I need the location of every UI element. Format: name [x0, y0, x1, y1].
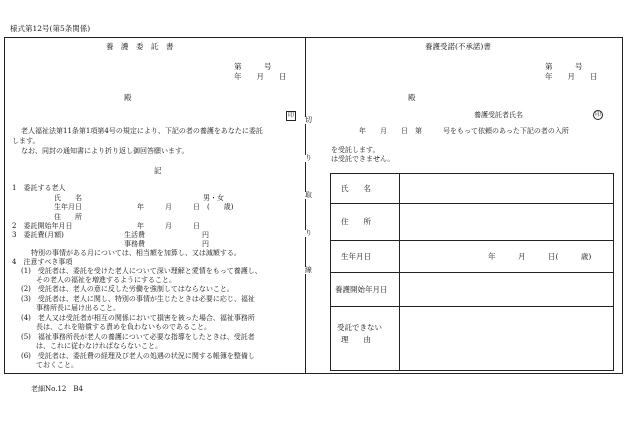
- name-label: 氏 名: [54, 194, 82, 202]
- admin-cost-label: 事務費: [124, 240, 145, 248]
- row-label-name: 氏 名: [341, 184, 371, 193]
- note-5a: (5) 福祉事務所長が老人の養護について必要な指導をしたときは、受託者: [21, 333, 255, 341]
- left-doc-number: 第 号: [234, 62, 272, 71]
- left-addressee-suffix: 殿: [124, 93, 132, 102]
- row-label-address: 住 所: [341, 217, 371, 226]
- admin-cost-unit: 円: [202, 240, 209, 248]
- note-6a: (6) 受託者は、委託費の経理及び老人の処遇の状況に関する帳簿を整備し: [21, 352, 255, 360]
- cut-line-char-4: り: [305, 229, 312, 237]
- table-row: [331, 174, 614, 204]
- note-3a: (3) 受託者は、老人に関し、特別の事情が生じたときは必要に応じ、福祉: [21, 295, 255, 303]
- row-value-name[interactable]: [400, 174, 614, 204]
- footer-code: 老細No.12 B4: [31, 385, 83, 393]
- row-label-reason-top: 受託できない: [337, 323, 382, 332]
- right-title: 養護受諾(不承諾)書: [425, 42, 491, 51]
- item2-label: 2 委託開始年月日: [12, 222, 73, 230]
- item1-label: 1 委託する老人: [12, 184, 66, 192]
- left-seal-text: 印: [287, 112, 294, 119]
- table-row: [331, 307, 614, 371]
- item3-label: 3 委託費(月額): [12, 231, 64, 239]
- left-seal-mark: [286, 111, 296, 121]
- gender-options: 男・女: [203, 194, 224, 202]
- note-2: (2) 受託者は、老人の意に反した労働を強制してはならないこと。: [21, 285, 234, 293]
- cost-note: 特別の事情がある月については、相当額を加算し、又は減額する。: [31, 249, 241, 257]
- note-4b: 長は、これを賠償する責めを負わないものであること。: [36, 323, 211, 331]
- right-date: 年 月 日: [545, 72, 598, 81]
- address-label: 住 所: [54, 213, 82, 221]
- note-1b: その老人の福祉を増進するようにすること。: [36, 276, 176, 284]
- cut-line-divider: [305, 37, 306, 374]
- right-body-line1: 年 月 日 第 号をもって依頼のあった下記の者の入所: [359, 127, 569, 135]
- left-body-line2: します。: [12, 137, 40, 145]
- right-body-line2: を受託します。: [331, 146, 380, 154]
- table-row: [331, 273, 614, 307]
- acceptance-table: [330, 173, 614, 371]
- table-row: [331, 204, 614, 241]
- right-seal-mark: [593, 110, 603, 120]
- birth-value: 年 月 日 ( 歳): [137, 203, 234, 211]
- row-value-birth: 年 月 日( 歳): [488, 252, 592, 261]
- row-value-reason[interactable]: [400, 307, 614, 371]
- cut-line-char-2: り: [305, 154, 312, 162]
- living-cost-unit: 円: [202, 231, 209, 239]
- right-body-line3: は受託できません。: [331, 155, 395, 163]
- note-6b: ておくこと。: [36, 361, 78, 369]
- note-1a: (1) 受託者は、委託を受けた老人について深い理解と愛情をもって養護し、: [21, 267, 262, 275]
- note-4a: (4) 老人又は受託者が相互の関係において損害を被った場合、福祉事務所: [21, 314, 255, 322]
- form-number: 様式第12号(第5条関係): [10, 24, 91, 33]
- note-5b: は、これに従わなければならないこと。: [36, 342, 162, 350]
- row-label-start-date: 養護開始年月日: [335, 285, 388, 294]
- table-row: [331, 241, 614, 273]
- left-title: 養 護 委 託 書: [106, 42, 174, 51]
- left-ki: 記: [154, 166, 162, 175]
- row-label-birth: 生年月日: [341, 252, 371, 261]
- left-date: 年 月 日: [234, 72, 287, 81]
- cut-line-char-5: 線: [305, 266, 312, 274]
- item2-value: 年 月 日: [137, 222, 200, 230]
- note-3b: 事務所長に届け出ること。: [36, 304, 120, 312]
- left-body-line1: 老人福祉法第11条第1項第4号の規定により、下記の者の養護をあなたに委託: [21, 127, 263, 135]
- item4-label: 4 注意すべき事項: [12, 258, 73, 266]
- row-value-address[interactable]: [400, 204, 614, 241]
- living-cost-label: 生活費: [124, 231, 145, 239]
- birth-label: 生年月日: [54, 203, 82, 211]
- left-body-line3: なお、同封の通知書により折り返し御回答願います。: [21, 147, 189, 155]
- cut-line-char-3: 取: [305, 191, 312, 199]
- right-addressee-suffix: 殿: [408, 93, 416, 102]
- signer-label: 養護受託者氏名: [474, 111, 523, 119]
- row-value-start-date[interactable]: [400, 273, 614, 307]
- row-label-reason-bottom: 理 由: [341, 335, 371, 344]
- right-seal-text: 印: [594, 111, 601, 118]
- cut-line-char-1: 切: [305, 116, 312, 124]
- right-doc-number: 第 号: [545, 62, 583, 71]
